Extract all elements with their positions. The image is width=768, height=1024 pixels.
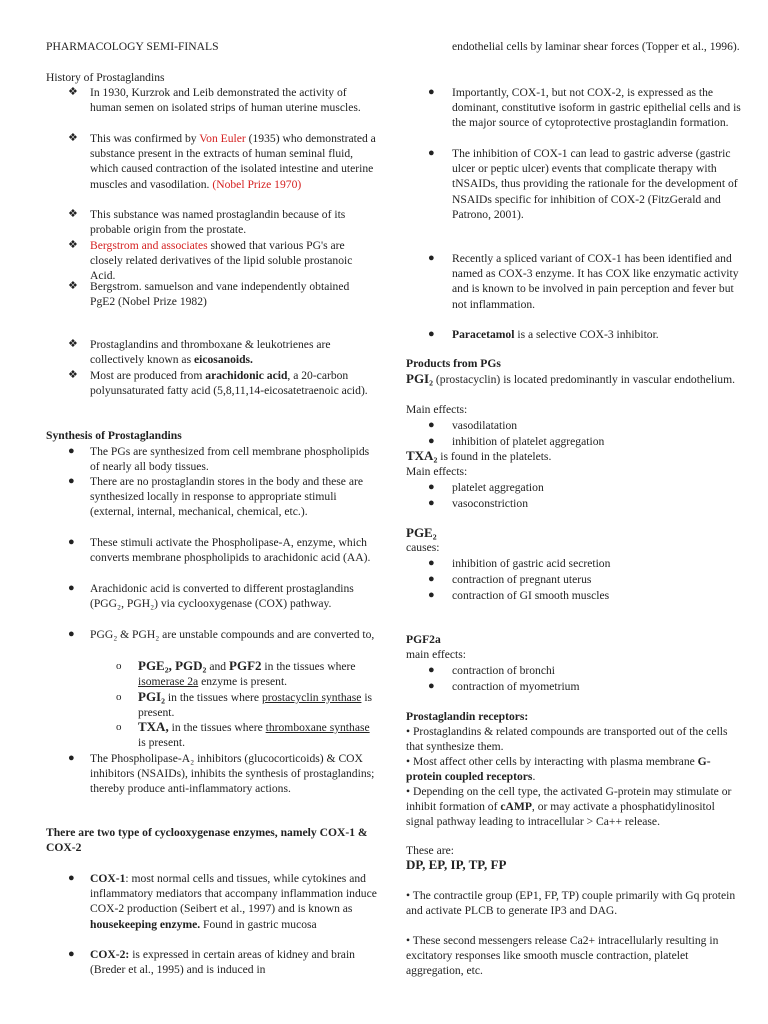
eicosanoids-item: Prostaglandins and thromboxane & leukotrienes are collectively known as eicosanoids. (90, 338, 331, 367)
circle-bullet-icon: o (116, 691, 122, 703)
bullet-icon: ● (68, 582, 75, 594)
pge2-causes-label: causes: (406, 541, 440, 554)
circle-bullet-icon: o (116, 721, 122, 733)
pgf2a-heading: PGF2a (406, 633, 441, 646)
receptors-heading: Prostaglandin receptors: (406, 710, 529, 723)
bullet-icon: ● (68, 536, 75, 548)
synthesis-item-1: The PGs are synthesized from cell membrane phospholipids of nearly all body tissues. (90, 445, 370, 474)
receptor-point-2: • Most affect other cells by interacting with plasma membrane G-protein coupled receptors. (406, 755, 711, 784)
bullet-icon: ● (68, 628, 75, 640)
bullet-icon: ● (428, 664, 435, 676)
synthesis-item-2: There are no prostaglandin stores in the body and these are synthesized locally in response to appropriate stimuli (external, internal, mechanical, chemical, etc.). (90, 475, 364, 519)
txa2-effect-1: platelet aggregation (452, 481, 544, 494)
pgf2a-effect-2: contraction of myometrium (452, 680, 580, 693)
bullet-icon: ● (428, 573, 435, 585)
pgi2-effect-2: inhibition of platelet aggregation (452, 435, 605, 448)
bullet-icon: ● (428, 497, 435, 509)
sub-item-pgi2: PGI₂ in the tissues where prostacyclin synthase is present. (138, 689, 373, 720)
bullet-icon: ● (428, 419, 435, 431)
txa2-desc: TXA₂ is found in the platelets. (406, 448, 552, 463)
pgi2-desc: PGI₂ (prostacyclin) is located predominantly in vascular endothelium. (406, 371, 736, 386)
receptor-point-4: • The contractile group (EP1, FP, TP) couple primarily with Gq protein and activate PLCB to generate IP3 and DAG. (406, 889, 736, 918)
diamond-bullet-icon: ❖ (68, 86, 78, 98)
cox1-item: COX-1: most normal cells and tissues, while cytokines and inflammatory mediators that accompany inflammation induce COX-2 production (Seibert et al., 1997) and is known as housekeeping enzyme. Found in gastric mucosa (90, 872, 377, 931)
bullet-icon: ● (428, 435, 435, 447)
bullet-icon: ● (428, 86, 435, 98)
pgf2a-main-effects-label: main effects: (406, 648, 466, 661)
history-heading: History of Prostaglandins (46, 71, 165, 84)
diamond-bullet-icon: ❖ (68, 369, 78, 381)
receptor-types: DP, EP, IP, TP, FP (406, 857, 507, 872)
diamond-bullet-icon: ❖ (68, 338, 78, 350)
pge2-effect-3: contraction of GI smooth muscles (452, 589, 610, 602)
paracetamol-item: Paracetamol is a selective COX-3 inhibitor. (452, 328, 659, 341)
synthesis-item-3: These stimuli activate the Phospholipase-A, enzyme, which converts membrane phospholipids to arachidonic acid (AA). (90, 536, 371, 565)
bullet-icon: ● (428, 589, 435, 601)
history-item-5: Bergstrom. samuelson and vane independently obtained PgE2 (Nobel Prize 1982) (90, 280, 350, 309)
bullet-icon: ● (428, 481, 435, 493)
bullet-icon: ● (428, 680, 435, 692)
synthesis-item-4: Arachidonic acid is converted to different prostaglandins (PGG₂, PGH₂) via cyclooxygenase (COX) pathway. (90, 582, 354, 611)
sub-item-txa: TXA, in the tissues where thromboxane synthase is present. (138, 719, 370, 750)
pgf2a-effect-1: contraction of bronchi (452, 664, 556, 677)
circle-bullet-icon: o (116, 660, 122, 672)
diamond-bullet-icon: ❖ (68, 132, 78, 144)
txa2-main-effects-label: Main effects: (406, 465, 468, 478)
bullet-icon: ● (68, 445, 75, 457)
cox-heading: There are two type of cyclooxygenase enzymes, namely COX-1 & COX-2 (46, 826, 368, 855)
receptor-point-5: • These second messengers release Ca2+ intracellularly resulting in excitatory responses like smooth muscle contraction, platelet aggregation, etc. (406, 934, 719, 978)
synthesis-item-5: PGG₂ & PGH₂ are unstable compounds and are converted to, (90, 628, 375, 641)
bullet-icon: ● (68, 752, 75, 764)
pgi2-effect-1: vasodilatation (452, 419, 518, 432)
bullet-icon: ● (428, 147, 435, 159)
pge2-effect-2: contraction of pregnant uterus (452, 573, 592, 586)
right-bullet-3: Recently a spliced variant of COX-1 has been identified and named as COX-3 enzyme. It has COX like enzymatic activity and is known to be involved in pain perception and fever but not inflammation. (452, 252, 739, 311)
phospholipase-item: The Phospholipase-A₂ inhibitors (glucocorticoids) & COX inhibitors (NSAIDs), inhibits the synthesis of prostaglandins; thereby produce anti-inflammatory actions. (90, 752, 375, 796)
history-item-1: In 1930, Kurzrok and Leib demonstrated the activity of human semen on isolated strips of human uterine muscles. (90, 86, 361, 115)
pge2-heading: PGE₂ (406, 525, 437, 540)
bullet-icon: ● (428, 328, 435, 340)
receptor-types-label: These are: (406, 844, 454, 857)
cox2-item: COX-2: is expressed in certain areas of kidney and brain (Breder et al., 1995) and is induced in (90, 948, 355, 977)
receptor-point-3: • Depending on the cell type, the activated G-protein may stimulate or inhibit formation of cAMP, or may activate a phosphatidylinositol signal pathway leading to intracellular > Ca++ release. (406, 785, 732, 829)
cox2-continuation: endothelial cells by laminar shear forces (Topper et al., 1996). (452, 40, 740, 53)
bullet-icon: ● (68, 872, 75, 884)
document-title: PHARMACOLOGY SEMI-FINALS (46, 40, 219, 53)
pge2-effect-1: inhibition of gastric acid secretion (452, 557, 611, 570)
diamond-bullet-icon: ❖ (68, 208, 78, 220)
txa2-effect-2: vasoconstriction (452, 497, 528, 510)
products-heading: Products from PGs (406, 357, 501, 370)
history-item-4: Bergstrom and associates showed that various PG's are closely related derivatives of the lipid soluble prostanoic Acid. (90, 239, 353, 283)
diamond-bullet-icon: ❖ (68, 239, 78, 251)
diamond-bullet-icon: ❖ (68, 280, 78, 292)
bullet-icon: ● (428, 557, 435, 569)
pgi2-main-effects-label: Main effects: (406, 403, 468, 416)
history-item-3: This substance was named prostaglandin because of its probable origin from the prostate. (90, 208, 346, 237)
right-bullet-1: Importantly, COX-1, but not COX-2, is expressed as the dominant, constitutive isoform in gastric epithelial cells and is the major source of cytoprotective prostaglandin formation. (452, 86, 741, 130)
bullet-icon: ● (68, 475, 75, 487)
right-bullet-2: The inhibition of COX-1 can lead to gastric adverse (gastric ulcer or peptic ulcer) events that complicate therapy with tNSAIDs, thus providing the rationale for the development of NSAIDs specific for inhibition of COX-2 (FitzGerald and Patrono, 2001). (452, 147, 738, 221)
arachidonic-item: Most are produced from arachidonic acid, a 20-carbon polyunsaturated fatty acid (5,8,11,14-eicosatetraenoic acid). (90, 369, 368, 398)
bullet-icon: ● (428, 252, 435, 264)
history-item-2: This was confirmed by Von Euler (1935) who demonstrated a substance present in the extracts of human seminal fluid, which caused contraction of the isolated intestine and uterine muscles and vasodilation. (Nobel Prize 1970) (90, 132, 376, 191)
sub-item-pge2: PGE₂, PGD₂ and PGF2 in the tissues where isomerase 2a enzyme is present. (138, 658, 356, 689)
bullet-icon: ● (68, 948, 75, 960)
receptor-point-1: • Prostaglandins & related compounds are transported out of the cells that synthesize them. (406, 725, 728, 754)
synthesis-heading: Synthesis of Prostaglandins (46, 429, 182, 442)
